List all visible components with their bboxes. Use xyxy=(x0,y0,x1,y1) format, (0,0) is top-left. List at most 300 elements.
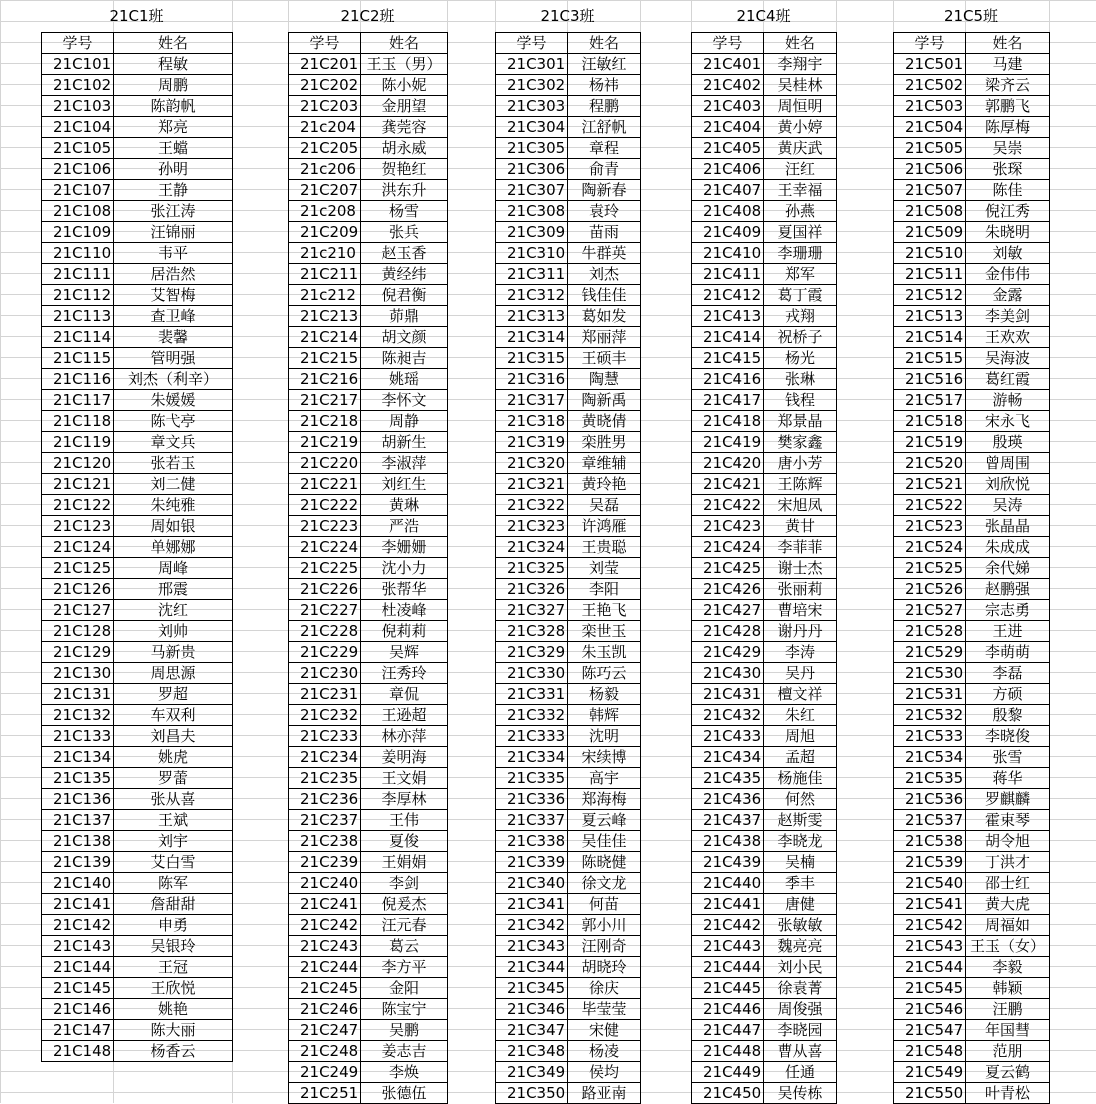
student-id-cell[interactable]: 21C346 xyxy=(496,999,568,1020)
student-name-cell[interactable]: 霍束琴 xyxy=(966,810,1050,831)
student-name-cell[interactable]: 戎翔 xyxy=(764,306,837,327)
student-name-cell[interactable]: 张雪 xyxy=(966,747,1050,768)
student-id-cell[interactable]: 21C439 xyxy=(692,852,764,873)
student-name-cell[interactable]: 年国彗 xyxy=(966,1020,1050,1041)
student-id-cell[interactable]: 21c204 xyxy=(289,117,361,138)
student-id-cell[interactable]: 21C306 xyxy=(496,159,568,180)
student-name-cell[interactable]: 宋健 xyxy=(568,1020,641,1041)
student-id-cell[interactable]: 21C141 xyxy=(42,894,114,915)
student-id-cell[interactable]: 21C106 xyxy=(42,159,114,180)
student-name-cell[interactable]: 樊家鑫 xyxy=(764,432,837,453)
student-id-cell[interactable]: 21C117 xyxy=(42,390,114,411)
student-id-cell[interactable]: 21C205 xyxy=(289,138,361,159)
student-id-cell[interactable]: 21C343 xyxy=(496,936,568,957)
student-id-cell[interactable]: 21C441 xyxy=(692,894,764,915)
student-name-cell[interactable]: 李剑 xyxy=(361,873,448,894)
student-id-cell[interactable]: 21c208 xyxy=(289,201,361,222)
student-id-cell[interactable]: 21C536 xyxy=(894,789,966,810)
student-id-cell[interactable]: 21C202 xyxy=(289,75,361,96)
student-id-cell[interactable]: 21C115 xyxy=(42,348,114,369)
student-name-cell[interactable]: 苗雨 xyxy=(568,222,641,243)
student-id-cell[interactable]: 21C534 xyxy=(894,747,966,768)
student-name-cell[interactable]: 沈红 xyxy=(114,600,233,621)
student-name-cell[interactable]: 季丰 xyxy=(764,873,837,894)
student-name-cell[interactable]: 詹甜甜 xyxy=(114,894,233,915)
student-id-cell[interactable]: 21C446 xyxy=(692,999,764,1020)
student-name-cell[interactable]: 郑景晶 xyxy=(764,411,837,432)
student-name-cell[interactable]: 殷黎 xyxy=(966,705,1050,726)
student-id-cell[interactable]: 21C546 xyxy=(894,999,966,1020)
student-name-cell[interactable]: 梁齐云 xyxy=(966,75,1050,96)
student-name-cell[interactable]: 申勇 xyxy=(114,915,233,936)
student-id-cell[interactable]: 21C548 xyxy=(894,1041,966,1062)
student-name-cell[interactable]: 汪秀玲 xyxy=(361,663,448,684)
student-id-cell[interactable]: 21C101 xyxy=(42,54,114,75)
student-name-cell[interactable]: 曹从喜 xyxy=(764,1041,837,1062)
student-id-cell[interactable]: 21C544 xyxy=(894,957,966,978)
student-name-cell[interactable]: 朱纯雅 xyxy=(114,495,233,516)
student-name-cell[interactable]: 王蟷 xyxy=(114,138,233,159)
student-id-cell[interactable]: 21C425 xyxy=(692,558,764,579)
student-name-cell[interactable]: 姜明海 xyxy=(361,747,448,768)
student-id-cell[interactable]: 21C531 xyxy=(894,684,966,705)
student-id-cell[interactable]: 21C411 xyxy=(692,264,764,285)
student-name-cell[interactable]: 王玉（女） xyxy=(966,936,1050,957)
student-id-cell[interactable]: 21C520 xyxy=(894,453,966,474)
student-id-cell[interactable]: 21C236 xyxy=(289,789,361,810)
student-id-cell[interactable]: 21C214 xyxy=(289,327,361,348)
student-id-cell[interactable]: 21C209 xyxy=(289,222,361,243)
column-header-name[interactable]: 姓名 xyxy=(114,33,233,54)
student-id-cell[interactable]: 21C239 xyxy=(289,852,361,873)
student-name-cell[interactable]: 王欢欢 xyxy=(966,327,1050,348)
student-name-cell[interactable]: 严浩 xyxy=(361,516,448,537)
student-id-cell[interactable]: 21C418 xyxy=(692,411,764,432)
student-id-cell[interactable]: 21C410 xyxy=(692,243,764,264)
student-name-cell[interactable]: 朱媛媛 xyxy=(114,390,233,411)
student-id-cell[interactable]: 21C340 xyxy=(496,873,568,894)
student-name-cell[interactable]: 李涛 xyxy=(764,642,837,663)
student-id-cell[interactable]: 21C237 xyxy=(289,810,361,831)
student-id-cell[interactable]: 21C330 xyxy=(496,663,568,684)
student-name-cell[interactable]: 邢震 xyxy=(114,579,233,600)
student-name-cell[interactable]: 郑亮 xyxy=(114,117,233,138)
student-name-cell[interactable]: 李晓园 xyxy=(764,1020,837,1041)
student-name-cell[interactable]: 吴海波 xyxy=(966,348,1050,369)
student-name-cell[interactable]: 胡晓玲 xyxy=(568,957,641,978)
student-name-cell[interactable]: 黄庆武 xyxy=(764,138,837,159)
student-name-cell[interactable]: 陶新春 xyxy=(568,180,641,201)
student-name-cell[interactable]: 杨香云 xyxy=(114,1041,233,1062)
student-name-cell[interactable]: 陈佳 xyxy=(966,180,1050,201)
student-id-cell[interactable]: 21C507 xyxy=(894,180,966,201)
column-header-name[interactable]: 姓名 xyxy=(966,33,1050,54)
student-name-cell[interactable]: 江舒帆 xyxy=(568,117,641,138)
student-name-cell[interactable]: 徐文龙 xyxy=(568,873,641,894)
student-id-cell[interactable]: 21C145 xyxy=(42,978,114,999)
student-id-cell[interactable]: 21C321 xyxy=(496,474,568,495)
student-name-cell[interactable]: 朱玉凯 xyxy=(568,642,641,663)
student-id-cell[interactable]: 21C234 xyxy=(289,747,361,768)
student-name-cell[interactable]: 黄大虎 xyxy=(966,894,1050,915)
student-id-cell[interactable]: 21C136 xyxy=(42,789,114,810)
student-id-cell[interactable]: 21C509 xyxy=(894,222,966,243)
student-id-cell[interactable]: 21C320 xyxy=(496,453,568,474)
student-name-cell[interactable]: 牛群英 xyxy=(568,243,641,264)
student-id-cell[interactable]: 21C313 xyxy=(496,306,568,327)
student-name-cell[interactable]: 张德伍 xyxy=(361,1083,448,1104)
student-id-cell[interactable]: 21C319 xyxy=(496,432,568,453)
student-name-cell[interactable]: 张从喜 xyxy=(114,789,233,810)
student-name-cell[interactable]: 罗超 xyxy=(114,684,233,705)
student-id-cell[interactable]: 21C512 xyxy=(894,285,966,306)
student-name-cell[interactable]: 金露 xyxy=(966,285,1050,306)
class-title[interactable]: 21C3班 xyxy=(540,7,595,25)
student-name-cell[interactable]: 沈小力 xyxy=(361,558,448,579)
student-name-cell[interactable]: 李磊 xyxy=(966,663,1050,684)
student-id-cell[interactable]: 21C450 xyxy=(692,1083,764,1104)
student-id-cell[interactable]: 21C116 xyxy=(42,369,114,390)
student-name-cell[interactable]: 王进 xyxy=(966,621,1050,642)
student-id-cell[interactable]: 21C423 xyxy=(692,516,764,537)
student-id-cell[interactable]: 21C213 xyxy=(289,306,361,327)
student-name-cell[interactable]: 吴佳佳 xyxy=(568,831,641,852)
student-id-cell[interactable]: 21C135 xyxy=(42,768,114,789)
student-name-cell[interactable]: 韦平 xyxy=(114,243,233,264)
student-name-cell[interactable]: 夏国祥 xyxy=(764,222,837,243)
student-name-cell[interactable]: 王艳飞 xyxy=(568,600,641,621)
student-name-cell[interactable]: 黄晓倩 xyxy=(568,411,641,432)
student-id-cell[interactable]: 21C437 xyxy=(692,810,764,831)
student-id-cell[interactable]: 21c212 xyxy=(289,285,361,306)
student-name-cell[interactable]: 周如银 xyxy=(114,516,233,537)
student-name-cell[interactable]: 黄玲艳 xyxy=(568,474,641,495)
student-id-cell[interactable]: 21C444 xyxy=(692,957,764,978)
student-id-cell[interactable]: 21C427 xyxy=(692,600,764,621)
student-id-cell[interactable]: 21C503 xyxy=(894,96,966,117)
student-id-cell[interactable]: 21C540 xyxy=(894,873,966,894)
student-name-cell[interactable]: 李萌萌 xyxy=(966,642,1050,663)
student-id-cell[interactable]: 21C113 xyxy=(42,306,114,327)
student-name-cell[interactable]: 韩颖 xyxy=(966,978,1050,999)
student-name-cell[interactable]: 吴崇 xyxy=(966,138,1050,159)
student-id-cell[interactable]: 21C515 xyxy=(894,348,966,369)
student-name-cell[interactable]: 金阳 xyxy=(361,978,448,999)
student-name-cell[interactable]: 刘敏 xyxy=(966,243,1050,264)
student-id-cell[interactable]: 21C226 xyxy=(289,579,361,600)
student-id-cell[interactable]: 21C422 xyxy=(692,495,764,516)
student-name-cell[interactable]: 葛丁霞 xyxy=(764,285,837,306)
student-id-cell[interactable]: 21C342 xyxy=(496,915,568,936)
student-name-cell[interactable]: 陶慧 xyxy=(568,369,641,390)
student-id-cell[interactable]: 21C128 xyxy=(42,621,114,642)
student-id-cell[interactable]: 21C143 xyxy=(42,936,114,957)
student-id-cell[interactable]: 21C302 xyxy=(496,75,568,96)
student-name-cell[interactable]: 路亚南 xyxy=(568,1083,641,1104)
student-name-cell[interactable]: 艾白雪 xyxy=(114,852,233,873)
student-id-cell[interactable]: 21C147 xyxy=(42,1020,114,1041)
student-id-cell[interactable]: 21C525 xyxy=(894,558,966,579)
student-id-cell[interactable]: 21C501 xyxy=(894,54,966,75)
student-name-cell[interactable]: 魏亮亮 xyxy=(764,936,837,957)
student-name-cell[interactable]: 陶新禹 xyxy=(568,390,641,411)
student-id-cell[interactable]: 21C526 xyxy=(894,579,966,600)
student-name-cell[interactable]: 陈厚梅 xyxy=(966,117,1050,138)
student-id-cell[interactable]: 21C440 xyxy=(692,873,764,894)
student-id-cell[interactable]: 21C139 xyxy=(42,852,114,873)
student-id-cell[interactable]: 21C414 xyxy=(692,327,764,348)
student-name-cell[interactable]: 倪君衡 xyxy=(361,285,448,306)
student-id-cell[interactable]: 21C547 xyxy=(894,1020,966,1041)
student-id-cell[interactable]: 21C241 xyxy=(289,894,361,915)
student-id-cell[interactable]: 21C329 xyxy=(496,642,568,663)
student-id-cell[interactable]: 21C513 xyxy=(894,306,966,327)
student-name-cell[interactable]: 杨光 xyxy=(764,348,837,369)
student-id-cell[interactable]: 21C217 xyxy=(289,390,361,411)
student-id-cell[interactable]: 21C445 xyxy=(692,978,764,999)
student-id-cell[interactable]: 21C448 xyxy=(692,1041,764,1062)
student-id-cell[interactable]: 21C112 xyxy=(42,285,114,306)
student-id-cell[interactable]: 21C407 xyxy=(692,180,764,201)
student-id-cell[interactable]: 21C242 xyxy=(289,915,361,936)
student-name-cell[interactable]: 祝桥子 xyxy=(764,327,837,348)
student-name-cell[interactable]: 葛云 xyxy=(361,936,448,957)
student-id-cell[interactable]: 21C335 xyxy=(496,768,568,789)
student-id-cell[interactable]: 21C339 xyxy=(496,852,568,873)
column-header-student-id[interactable]: 学号 xyxy=(496,33,568,54)
student-name-cell[interactable]: 王玉（男） xyxy=(361,54,448,75)
student-id-cell[interactable]: 21C406 xyxy=(692,159,764,180)
student-name-cell[interactable]: 黄小婷 xyxy=(764,117,837,138)
student-name-cell[interactable]: 丁洪才 xyxy=(966,852,1050,873)
student-name-cell[interactable]: 洪东升 xyxy=(361,180,448,201)
student-name-cell[interactable]: 周静 xyxy=(361,411,448,432)
student-name-cell[interactable]: 夏云鹤 xyxy=(966,1062,1050,1083)
student-id-cell[interactable]: 21C138 xyxy=(42,831,114,852)
student-id-cell[interactable]: 21C129 xyxy=(42,642,114,663)
student-id-cell[interactable]: 21C108 xyxy=(42,201,114,222)
student-id-cell[interactable]: 21C244 xyxy=(289,957,361,978)
column-header-name[interactable]: 姓名 xyxy=(568,33,641,54)
student-id-cell[interactable]: 21C434 xyxy=(692,747,764,768)
student-id-cell[interactable]: 21C144 xyxy=(42,957,114,978)
student-name-cell[interactable]: 陈晓健 xyxy=(568,852,641,873)
student-name-cell[interactable]: 杨施佳 xyxy=(764,768,837,789)
student-id-cell[interactable]: 21C303 xyxy=(496,96,568,117)
student-id-cell[interactable]: 21C514 xyxy=(894,327,966,348)
student-id-cell[interactable]: 21C134 xyxy=(42,747,114,768)
student-id-cell[interactable]: 21C318 xyxy=(496,411,568,432)
student-name-cell[interactable]: 马新贵 xyxy=(114,642,233,663)
student-id-cell[interactable]: 21C511 xyxy=(894,264,966,285)
student-name-cell[interactable]: 龚莞容 xyxy=(361,117,448,138)
student-id-cell[interactable]: 21C201 xyxy=(289,54,361,75)
student-id-cell[interactable]: 21C543 xyxy=(894,936,966,957)
student-id-cell[interactable]: 21c206 xyxy=(289,159,361,180)
student-id-cell[interactable]: 21C225 xyxy=(289,558,361,579)
student-name-cell[interactable]: 艾智梅 xyxy=(114,285,233,306)
student-name-cell[interactable]: 杨凌 xyxy=(568,1041,641,1062)
student-name-cell[interactable]: 车双利 xyxy=(114,705,233,726)
student-name-cell[interactable]: 姚虎 xyxy=(114,747,233,768)
class-title[interactable]: 21C4班 xyxy=(736,7,791,25)
student-name-cell[interactable]: 金伟伟 xyxy=(966,264,1050,285)
student-name-cell[interactable]: 宋旭凤 xyxy=(764,495,837,516)
student-name-cell[interactable]: 李阳 xyxy=(568,579,641,600)
student-id-cell[interactable]: 21C324 xyxy=(496,537,568,558)
student-id-cell[interactable]: 21C438 xyxy=(692,831,764,852)
student-id-cell[interactable]: 21C120 xyxy=(42,453,114,474)
student-name-cell[interactable]: 李珊珊 xyxy=(764,243,837,264)
student-name-cell[interactable]: 郑海梅 xyxy=(568,789,641,810)
student-id-cell[interactable]: 21C309 xyxy=(496,222,568,243)
student-id-cell[interactable]: 21C518 xyxy=(894,411,966,432)
student-name-cell[interactable]: 陈军 xyxy=(114,873,233,894)
student-id-cell[interactable]: 21C230 xyxy=(289,663,361,684)
student-id-cell[interactable]: 21C229 xyxy=(289,642,361,663)
student-name-cell[interactable]: 谢士杰 xyxy=(764,558,837,579)
student-name-cell[interactable]: 余代娣 xyxy=(966,558,1050,579)
student-id-cell[interactable]: 21C537 xyxy=(894,810,966,831)
student-name-cell[interactable]: 孙燕 xyxy=(764,201,837,222)
student-id-cell[interactable]: 21C424 xyxy=(692,537,764,558)
student-id-cell[interactable]: 21C510 xyxy=(894,243,966,264)
student-id-cell[interactable]: 21C528 xyxy=(894,621,966,642)
student-name-cell[interactable]: 吴丹 xyxy=(764,663,837,684)
student-name-cell[interactable]: 宗志勇 xyxy=(966,600,1050,621)
student-id-cell[interactable]: 21C435 xyxy=(692,768,764,789)
student-name-cell[interactable]: 张琛 xyxy=(966,159,1050,180)
student-id-cell[interactable]: 21C401 xyxy=(692,54,764,75)
student-id-cell[interactable]: 21C522 xyxy=(894,495,966,516)
student-id-cell[interactable]: 21C304 xyxy=(496,117,568,138)
student-id-cell[interactable]: 21C223 xyxy=(289,516,361,537)
student-id-cell[interactable]: 21C105 xyxy=(42,138,114,159)
student-name-cell[interactable]: 刘杰（利辛） xyxy=(114,369,233,390)
student-name-cell[interactable]: 郑军 xyxy=(764,264,837,285)
student-id-cell[interactable]: 21C506 xyxy=(894,159,966,180)
student-name-cell[interactable]: 李厚林 xyxy=(361,789,448,810)
student-id-cell[interactable]: 21c210 xyxy=(289,243,361,264)
student-name-cell[interactable]: 陈巧云 xyxy=(568,663,641,684)
student-name-cell[interactable]: 程鹏 xyxy=(568,96,641,117)
student-name-cell[interactable]: 夏俊 xyxy=(361,831,448,852)
student-name-cell[interactable]: 郑丽萍 xyxy=(568,327,641,348)
student-name-cell[interactable]: 杨祎 xyxy=(568,75,641,96)
student-id-cell[interactable]: 21C248 xyxy=(289,1041,361,1062)
student-name-cell[interactable]: 张江涛 xyxy=(114,201,233,222)
student-name-cell[interactable]: 茆鼎 xyxy=(361,306,448,327)
student-name-cell[interactable]: 查卫峰 xyxy=(114,306,233,327)
student-id-cell[interactable]: 21C508 xyxy=(894,201,966,222)
student-id-cell[interactable]: 21C417 xyxy=(692,390,764,411)
student-name-cell[interactable]: 蒋华 xyxy=(966,768,1050,789)
student-name-cell[interactable]: 王陈辉 xyxy=(764,474,837,495)
student-id-cell[interactable]: 21C130 xyxy=(42,663,114,684)
student-name-cell[interactable]: 李怀文 xyxy=(361,390,448,411)
student-name-cell[interactable]: 单娜娜 xyxy=(114,537,233,558)
student-name-cell[interactable]: 韩辉 xyxy=(568,705,641,726)
student-name-cell[interactable]: 王斌 xyxy=(114,810,233,831)
student-id-cell[interactable]: 21C433 xyxy=(692,726,764,747)
student-name-cell[interactable]: 倪爰杰 xyxy=(361,894,448,915)
student-id-cell[interactable]: 21C350 xyxy=(496,1083,568,1104)
student-id-cell[interactable]: 21C538 xyxy=(894,831,966,852)
student-id-cell[interactable]: 21C310 xyxy=(496,243,568,264)
student-id-cell[interactable]: 21C109 xyxy=(42,222,114,243)
student-id-cell[interactable]: 21C505 xyxy=(894,138,966,159)
student-id-cell[interactable]: 21C336 xyxy=(496,789,568,810)
student-name-cell[interactable]: 姚瑶 xyxy=(361,369,448,390)
student-name-cell[interactable]: 周旭 xyxy=(764,726,837,747)
student-name-cell[interactable]: 唐小芳 xyxy=(764,453,837,474)
student-name-cell[interactable]: 倪江秀 xyxy=(966,201,1050,222)
student-name-cell[interactable]: 王娟娟 xyxy=(361,852,448,873)
student-id-cell[interactable]: 21C127 xyxy=(42,600,114,621)
student-name-cell[interactable]: 贺艳红 xyxy=(361,159,448,180)
column-header-name[interactable]: 姓名 xyxy=(361,33,448,54)
student-name-cell[interactable]: 何苗 xyxy=(568,894,641,915)
student-name-cell[interactable]: 侯均 xyxy=(568,1062,641,1083)
student-name-cell[interactable]: 章程 xyxy=(568,138,641,159)
student-name-cell[interactable]: 王贵聪 xyxy=(568,537,641,558)
student-name-cell[interactable]: 刘二健 xyxy=(114,474,233,495)
student-id-cell[interactable]: 21C541 xyxy=(894,894,966,915)
student-name-cell[interactable]: 吴辉 xyxy=(361,642,448,663)
student-id-cell[interactable]: 21C131 xyxy=(42,684,114,705)
student-name-cell[interactable]: 裴馨 xyxy=(114,327,233,348)
student-name-cell[interactable]: 张若玉 xyxy=(114,453,233,474)
student-name-cell[interactable]: 钱程 xyxy=(764,390,837,411)
student-name-cell[interactable]: 赵鹏强 xyxy=(966,579,1050,600)
student-name-cell[interactable]: 章侃 xyxy=(361,684,448,705)
student-name-cell[interactable]: 罗麒麟 xyxy=(966,789,1050,810)
student-name-cell[interactable]: 张丽莉 xyxy=(764,579,837,600)
student-name-cell[interactable]: 金朋望 xyxy=(361,96,448,117)
student-id-cell[interactable]: 21C405 xyxy=(692,138,764,159)
student-name-cell[interactable]: 刘红生 xyxy=(361,474,448,495)
student-id-cell[interactable]: 21C432 xyxy=(692,705,764,726)
student-id-cell[interactable]: 21C133 xyxy=(42,726,114,747)
student-name-cell[interactable]: 陈宝宁 xyxy=(361,999,448,1020)
student-name-cell[interactable]: 朱红 xyxy=(764,705,837,726)
student-id-cell[interactable]: 21C107 xyxy=(42,180,114,201)
student-name-cell[interactable]: 许鸿雁 xyxy=(568,516,641,537)
student-name-cell[interactable]: 吴传栋 xyxy=(764,1083,837,1104)
student-id-cell[interactable]: 21C443 xyxy=(692,936,764,957)
class-title[interactable]: 21C1班 xyxy=(109,7,164,25)
student-name-cell[interactable]: 吴楠 xyxy=(764,852,837,873)
student-id-cell[interactable]: 21C316 xyxy=(496,369,568,390)
student-id-cell[interactable]: 21C533 xyxy=(894,726,966,747)
student-id-cell[interactable]: 21C428 xyxy=(692,621,764,642)
student-name-cell[interactable]: 周俊强 xyxy=(764,999,837,1020)
student-id-cell[interactable]: 21C412 xyxy=(692,285,764,306)
student-id-cell[interactable]: 21C413 xyxy=(692,306,764,327)
student-id-cell[interactable]: 21C247 xyxy=(289,1020,361,1041)
student-name-cell[interactable]: 胡新生 xyxy=(361,432,448,453)
student-name-cell[interactable]: 李美剑 xyxy=(966,306,1050,327)
student-name-cell[interactable]: 陈大丽 xyxy=(114,1020,233,1041)
student-id-cell[interactable]: 21C231 xyxy=(289,684,361,705)
student-name-cell[interactable]: 吴桂林 xyxy=(764,75,837,96)
student-name-cell[interactable]: 曾周围 xyxy=(966,453,1050,474)
student-name-cell[interactable]: 吴鹏 xyxy=(361,1020,448,1041)
student-id-cell[interactable]: 21C243 xyxy=(289,936,361,957)
student-id-cell[interactable]: 21C103 xyxy=(42,96,114,117)
student-id-cell[interactable]: 21C331 xyxy=(496,684,568,705)
student-id-cell[interactable]: 21C333 xyxy=(496,726,568,747)
